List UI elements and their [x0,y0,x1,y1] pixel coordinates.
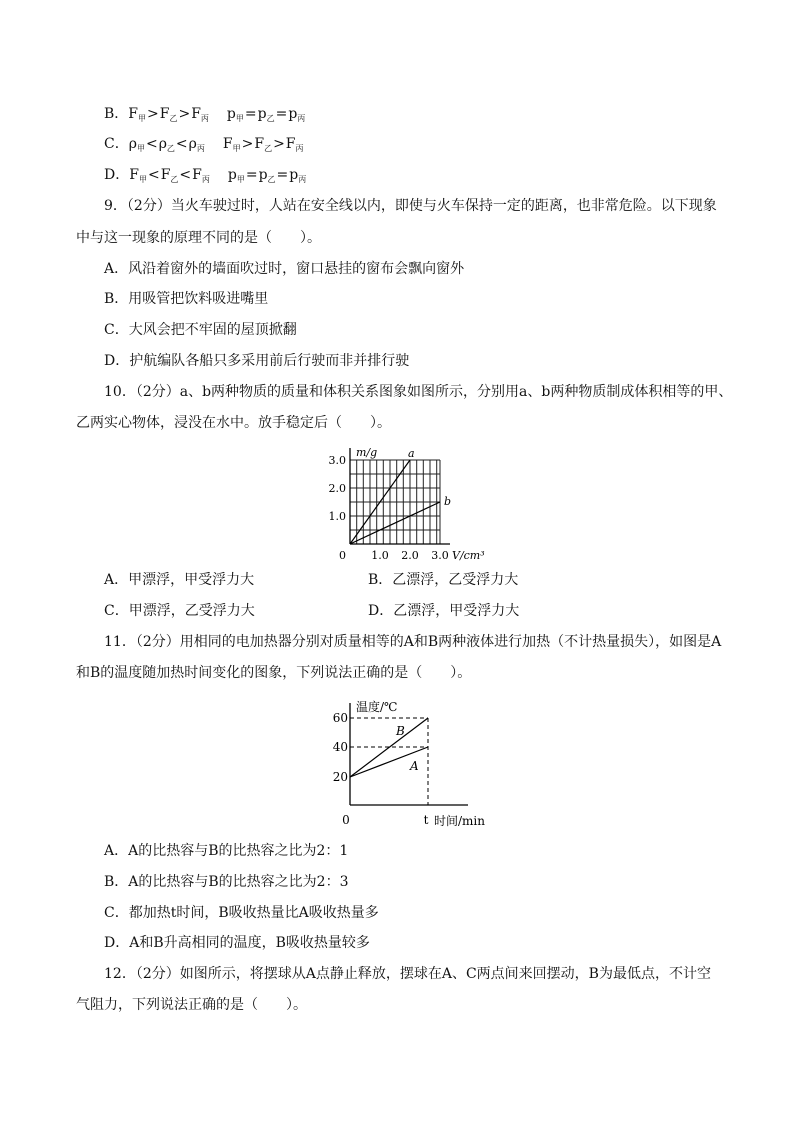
q9-stem-line1: 9．（2分）当火车驶过时，人站在安全线以内，即使与火车保持一定的距离，也非常危险。以下现象 [104,198,717,214]
q11-stem-line2: 和B的温度随加热时间变化的图象，下列说法正确的是（ ）。 [76,665,472,681]
y-axis-label: m/g [356,446,378,459]
q12-stem-line2: 气阻力，下列说法正确的是（ ）。 [76,997,307,1013]
y-tick-20: 20 [332,770,348,784]
q9-option-b: B．用吸管把饮料吸进嘴里 [104,291,269,307]
q10-stem-line2: 乙两实心物体，浸没在水中。放手稳定后（ ）。 [76,415,391,431]
y-tick-1: 1.0 [328,510,346,523]
q11-option-a: A．A的比热容与B的比热容之比为2：1 [104,843,349,859]
series-b-label: b [444,495,452,508]
q11-option-c: C．都加热t时间，B吸收热量比A吸收热量多 [104,905,379,921]
y-tick-60: 60 [332,711,348,725]
y-tick-3: 3.0 [328,454,346,467]
q11-option-b: B．A的比热容与B的比热容之比为2：3 [104,874,349,890]
q10-option-a: A．甲漂浮，甲受浮力大 [104,572,255,588]
temperature-time-chart [320,695,500,835]
q12-stem-line1: 12．（2分）如图所示，将摆球从A点静止释放，摆球在A、C两点间来回摆动，B为最低点，不计空 [104,966,711,982]
origin-label: 0 [339,549,346,562]
q10-option-c: C．甲漂浮，乙受浮力大 [104,603,255,619]
q9-option-c: C．大风会把不牢固的屋顶掀翻 [104,322,297,338]
x-tick-1: 1.0 [371,549,389,562]
q10-option-d: D．乙漂浮，甲受浮力大 [368,603,520,619]
y-tick-2: 2.0 [328,482,346,495]
x-tick-t: t [423,813,429,827]
q11-option-d: D．A和B升高相同的温度，B吸收热量较多 [104,935,370,951]
origin-label: 0 [342,813,350,827]
series-b-label: B [396,724,405,738]
x-tick-3: 3.0 [431,549,449,562]
x-tick-2: 2.0 [401,549,419,562]
q10-option-b: B．乙漂浮，乙受浮力大 [368,572,519,588]
y-axis-label: 温度/℃ [356,700,398,714]
q9-stem-line2: 中与这一现象的原理不同的是（ ）。 [76,230,321,246]
q9-option-d: D．护航编队各船只多采用前后行驶而非并排行驶 [104,353,410,369]
q10-stem-line1: 10．（2分）a、b两种物质的质量和体积关系图象如图所示，分别用a、b两种物质制成体积相等的甲、 [104,384,733,400]
mass-volume-chart [320,440,500,568]
q8-option-c: C．$\rho_甲<\rho_乙<\rho_丙$ $F_甲>F_乙>F_丙$ [104,136,304,153]
y-tick-40: 40 [332,740,348,754]
q8-option-d: D．$F_甲<F_乙<F_丙$ $p_甲=p_乙=p_丙$ [104,167,307,184]
series-a-label: A [410,759,419,773]
q9-option-a: A．风沿着窗外的墙面吹过时，窗口悬挂的窗布会飘向窗外 [104,261,465,277]
series-a-label: a [408,447,415,460]
x-axis-label: V/cm³ [452,549,485,562]
q11-stem-line1: 11．（2分）用相同的电加热器分别对质量相等的A和B两种液体进行加热（不计热量损失），如图是A [104,634,722,650]
q8-option-b: B．$F_甲>F_乙>F_丙$ $p_甲=p_乙=p_丙$ [104,106,306,123]
x-axis-label: 时间/min [434,814,485,828]
